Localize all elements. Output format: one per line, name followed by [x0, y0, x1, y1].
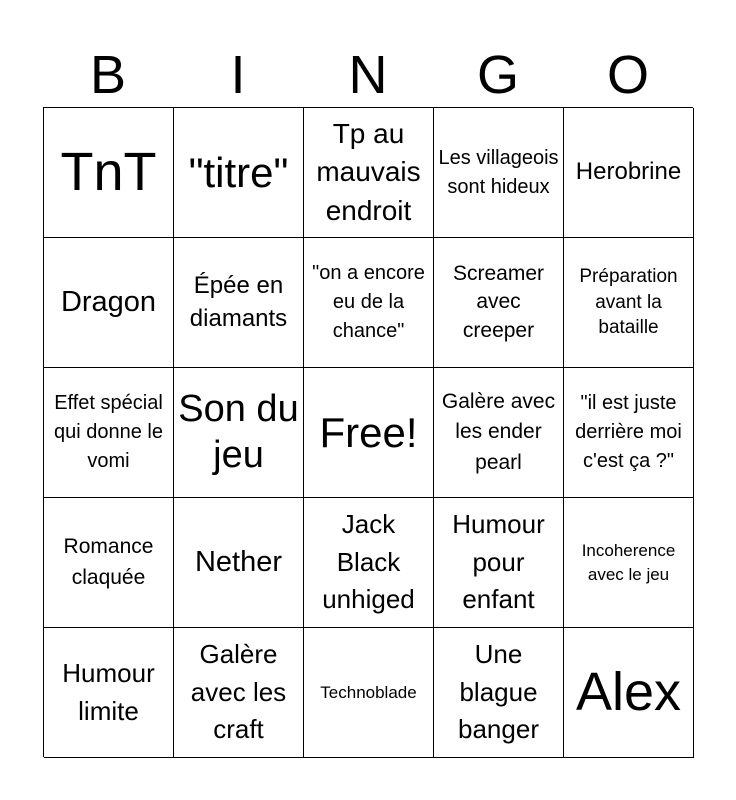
cell-text: Incoherence avec le jeu [581, 540, 676, 584]
header-letter-o: O [606, 45, 649, 105]
bingo-cell[interactable] [564, 238, 694, 368]
bingo-cell[interactable] [174, 368, 304, 498]
header-letter-g: G [476, 45, 519, 105]
bingo-cell[interactable] [434, 628, 564, 758]
cell-text: Dragon [60, 285, 157, 318]
cell-text: Son du jeu [178, 387, 299, 476]
cell-text: Galère avec les ender pearl [441, 389, 556, 474]
cell-text: Humour limite [62, 657, 155, 726]
bingo-cell[interactable] [44, 238, 174, 368]
header-letter-i: I [230, 45, 246, 105]
header-letter-b: B [89, 45, 127, 105]
bingo-cell[interactable] [174, 238, 304, 368]
cell-text: "il est juste derrière moi c'est ça ?" [575, 392, 682, 472]
bingo-cell[interactable] [434, 238, 564, 368]
bingo-cell[interactable] [564, 498, 694, 628]
bingo-cell[interactable] [44, 368, 174, 498]
bingo-cell[interactable] [44, 628, 174, 758]
bingo-cell[interactable] [304, 238, 434, 368]
cell-text: Une blague banger [458, 638, 539, 745]
bingo-cell[interactable] [434, 498, 564, 628]
cell-text: Nether [194, 545, 283, 578]
cell-text: Tp au mauvais endroit [316, 117, 421, 226]
bingo-cell[interactable] [304, 628, 434, 758]
bingo-cell[interactable] [564, 108, 694, 238]
bingo-cell[interactable] [434, 368, 564, 498]
bingo-header [43, 42, 693, 108]
cell-text: Romance claquée [63, 535, 154, 589]
bingo-cell[interactable] [44, 108, 174, 238]
cell-text: Humour pour enfant [452, 508, 545, 615]
bingo-cell[interactable] [304, 108, 434, 238]
free-space[interactable] [304, 368, 434, 498]
cell-text: Effet spécial qui donne le vomi [54, 392, 163, 472]
cell-text: Alex [575, 662, 682, 723]
cell-text: Préparation avant la bataille [579, 266, 678, 339]
cell-text: "on a encore eu de la chance" [312, 262, 425, 342]
cell-text: Screamer avec creeper [452, 261, 545, 342]
free-space-text: Free! [319, 408, 418, 456]
cell-text: Technoblade [320, 682, 417, 702]
cell-text: Herobrine [575, 158, 682, 186]
cell-text: Épée en diamants [189, 272, 288, 332]
bingo-cell[interactable] [44, 498, 174, 628]
cell-text: Galère avec les craft [190, 638, 287, 745]
bingo-cell[interactable] [434, 108, 564, 238]
bingo-cell[interactable] [174, 628, 304, 758]
bingo-cell[interactable] [174, 108, 304, 238]
cell-text: Jack Black unhiged [322, 508, 415, 615]
bingo-cell[interactable] [564, 628, 694, 758]
bingo-cell[interactable] [564, 368, 694, 498]
bingo-cell[interactable] [304, 498, 434, 628]
cell-text: "titre" [188, 148, 289, 196]
bingo-grid [43, 107, 693, 757]
cell-text: TnT [60, 142, 157, 203]
cell-text: Les villageois sont hideux [438, 146, 559, 198]
bingo-cell[interactable] [174, 498, 304, 628]
header-letter-n: N [348, 45, 388, 105]
